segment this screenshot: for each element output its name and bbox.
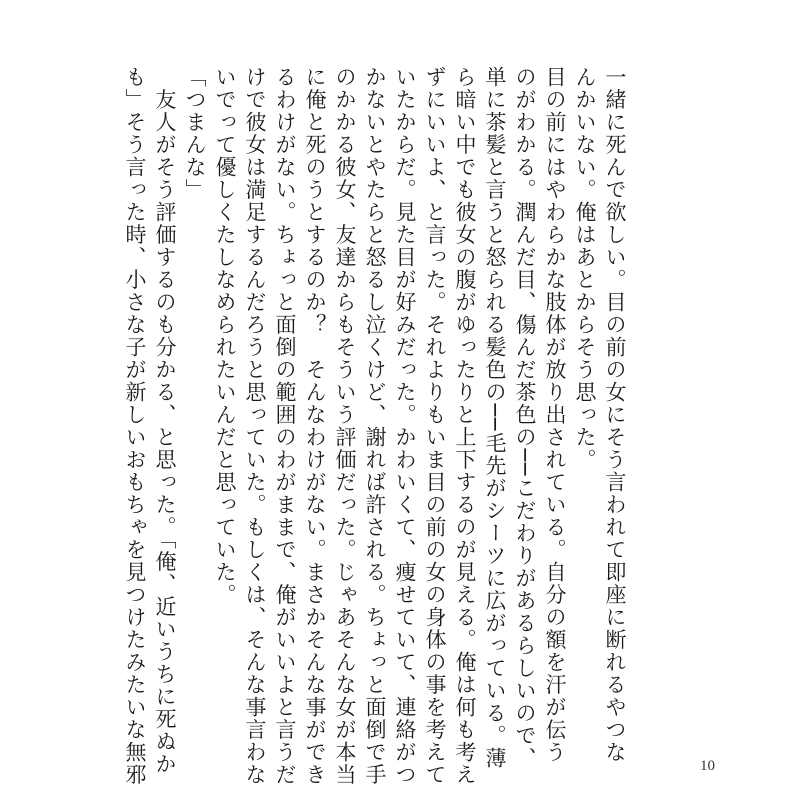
text-line: ずにいいよ、と言った。それよりもいま目の前の女の身体の事を考えて (423, 66, 447, 786)
text-line: 「つまんな」 (183, 66, 207, 201)
text-line: ら暗い中でも彼女の腹がゆったりと上下するのが見える。俺は何も考え (453, 66, 477, 786)
body-text (120, 66, 630, 786)
page-number: 10 (700, 758, 715, 774)
text-line: 目の前にはやわらかな肢体が放り出されている。自分の額を汗が伝う (543, 66, 567, 764)
text-line: 単に茶髪と言うと怒られる髪色の──毛先がシーツに広がっている。薄 (483, 66, 507, 770)
text-line: も」そう言った時、小さな子が新しいおもちゃを見つけたみたいな無邪 (123, 66, 147, 786)
text-line: に俺と死のうとするのか？ そんなわけがない。まさかそんな事ができ (303, 66, 327, 786)
text-line: いたからだ。見た目が好みだった。かわいくて、痩せていて、連絡がつ (393, 66, 417, 786)
text-line: けで彼女は満足するんだろうと思っていた。もしくは、そんな事言わな (243, 66, 267, 786)
text-line: 友人がそう評価するのも分かる、と思った。「俺、近いうちに死ぬか (153, 66, 177, 776)
text-line: のかかる彼女、友達からもそういう評価だった。じゃあそんな女が本当 (333, 66, 357, 786)
text-line: 一緒に死んで欲しい。目の前の女にそう言われて即座に断れるやつな (603, 66, 627, 764)
text-line: んかいない。俺はあとからそう思った。 (573, 66, 597, 471)
text-line: のがわかる。潤んだ目、傷んだ茶色の──こだわりがあるらしいので、 (513, 66, 537, 770)
text-line: いでって優しくたしなめられたいんだと思っていた。 (213, 66, 237, 606)
text-line: るわけがない。ちょっと面倒の範囲のわがままで、俺がいいよと言うだ (273, 66, 297, 786)
text-line: かないとやたらと怒るし泣くけど、謝れば許される。ちょっと面倒で手 (363, 66, 387, 786)
